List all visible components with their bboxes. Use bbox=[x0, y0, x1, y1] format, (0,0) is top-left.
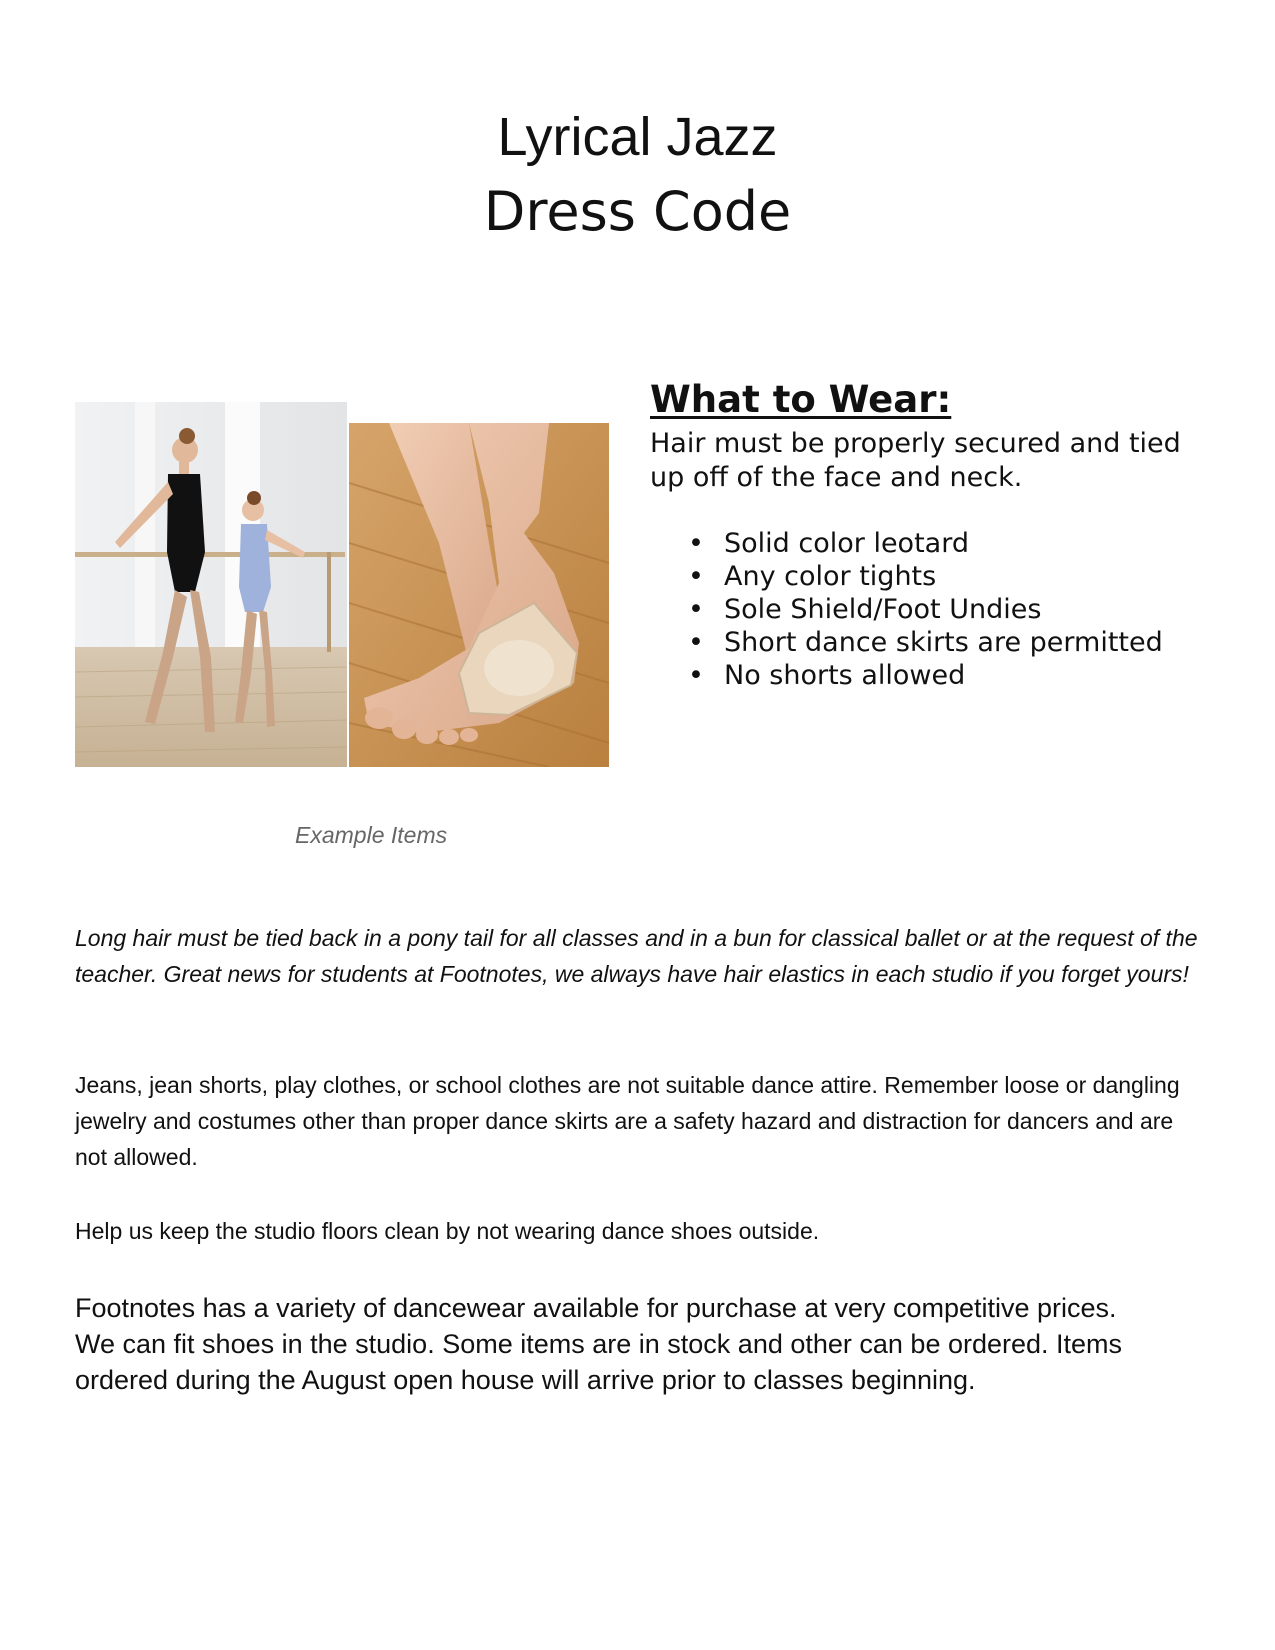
list-item bbox=[688, 626, 1163, 659]
list-item-text: Solid color leotard bbox=[724, 528, 969, 559]
list-item bbox=[688, 593, 1163, 626]
what-to-wear-list bbox=[688, 527, 1163, 692]
bullet-icon: • bbox=[688, 660, 704, 691]
hair-paragraph: Long hair must be tied back in a pony tail for all classes and in a bun for classical ballet or at the request of the teacher. Great news for students at Footnotes, we always have hair elastics in each studio if you forget yours! bbox=[75, 925, 1198, 987]
list-item-text: Short dance skirts are permitted bbox=[724, 627, 1163, 658]
image-caption: Example Items bbox=[295, 822, 448, 848]
bullet-icon: • bbox=[688, 594, 704, 625]
list-item-text: No shorts allowed bbox=[724, 660, 966, 691]
floors-paragraph: Help us keep the studio floors clean by not wearing dance shoes outside. bbox=[75, 1218, 820, 1244]
dancers-photo bbox=[75, 402, 347, 767]
bullet-icon: • bbox=[688, 528, 704, 559]
title-line-2: Dress Code bbox=[483, 180, 792, 243]
list-item-text: Sole Shield/Foot Undies bbox=[724, 594, 1042, 625]
attire-paragraph: Jeans, jean shorts, play clothes, or school clothes are not suitable dance attire. Remember loose or dangling jewelry and costumes other than proper dance skirts are a safety hazard and distraction for dancers and are not allowed. bbox=[75, 1072, 1180, 1170]
list-item bbox=[688, 659, 1163, 692]
list-item bbox=[688, 527, 1163, 560]
what-to-wear-heading: What to Wear: bbox=[650, 378, 952, 421]
foot-undies-photo bbox=[349, 423, 609, 767]
what-to-wear-intro: Hair must be properly secured and tied up off of the face and neck. bbox=[650, 428, 1181, 493]
bullet-icon: • bbox=[688, 561, 704, 592]
bullet-icon: • bbox=[688, 627, 704, 658]
title-line-1: Lyrical Jazz bbox=[497, 107, 778, 167]
list-item bbox=[688, 560, 1163, 593]
dancewear-paragraph: Footnotes has a variety of dancewear available for purchase at very competitive prices. We can fit shoes in the studio. Some items are in stock and other can be ordered. Items ordered during the August open house will arrive prior to classes beginning. bbox=[75, 1293, 1123, 1395]
list-item-text: Any color tights bbox=[724, 561, 937, 592]
